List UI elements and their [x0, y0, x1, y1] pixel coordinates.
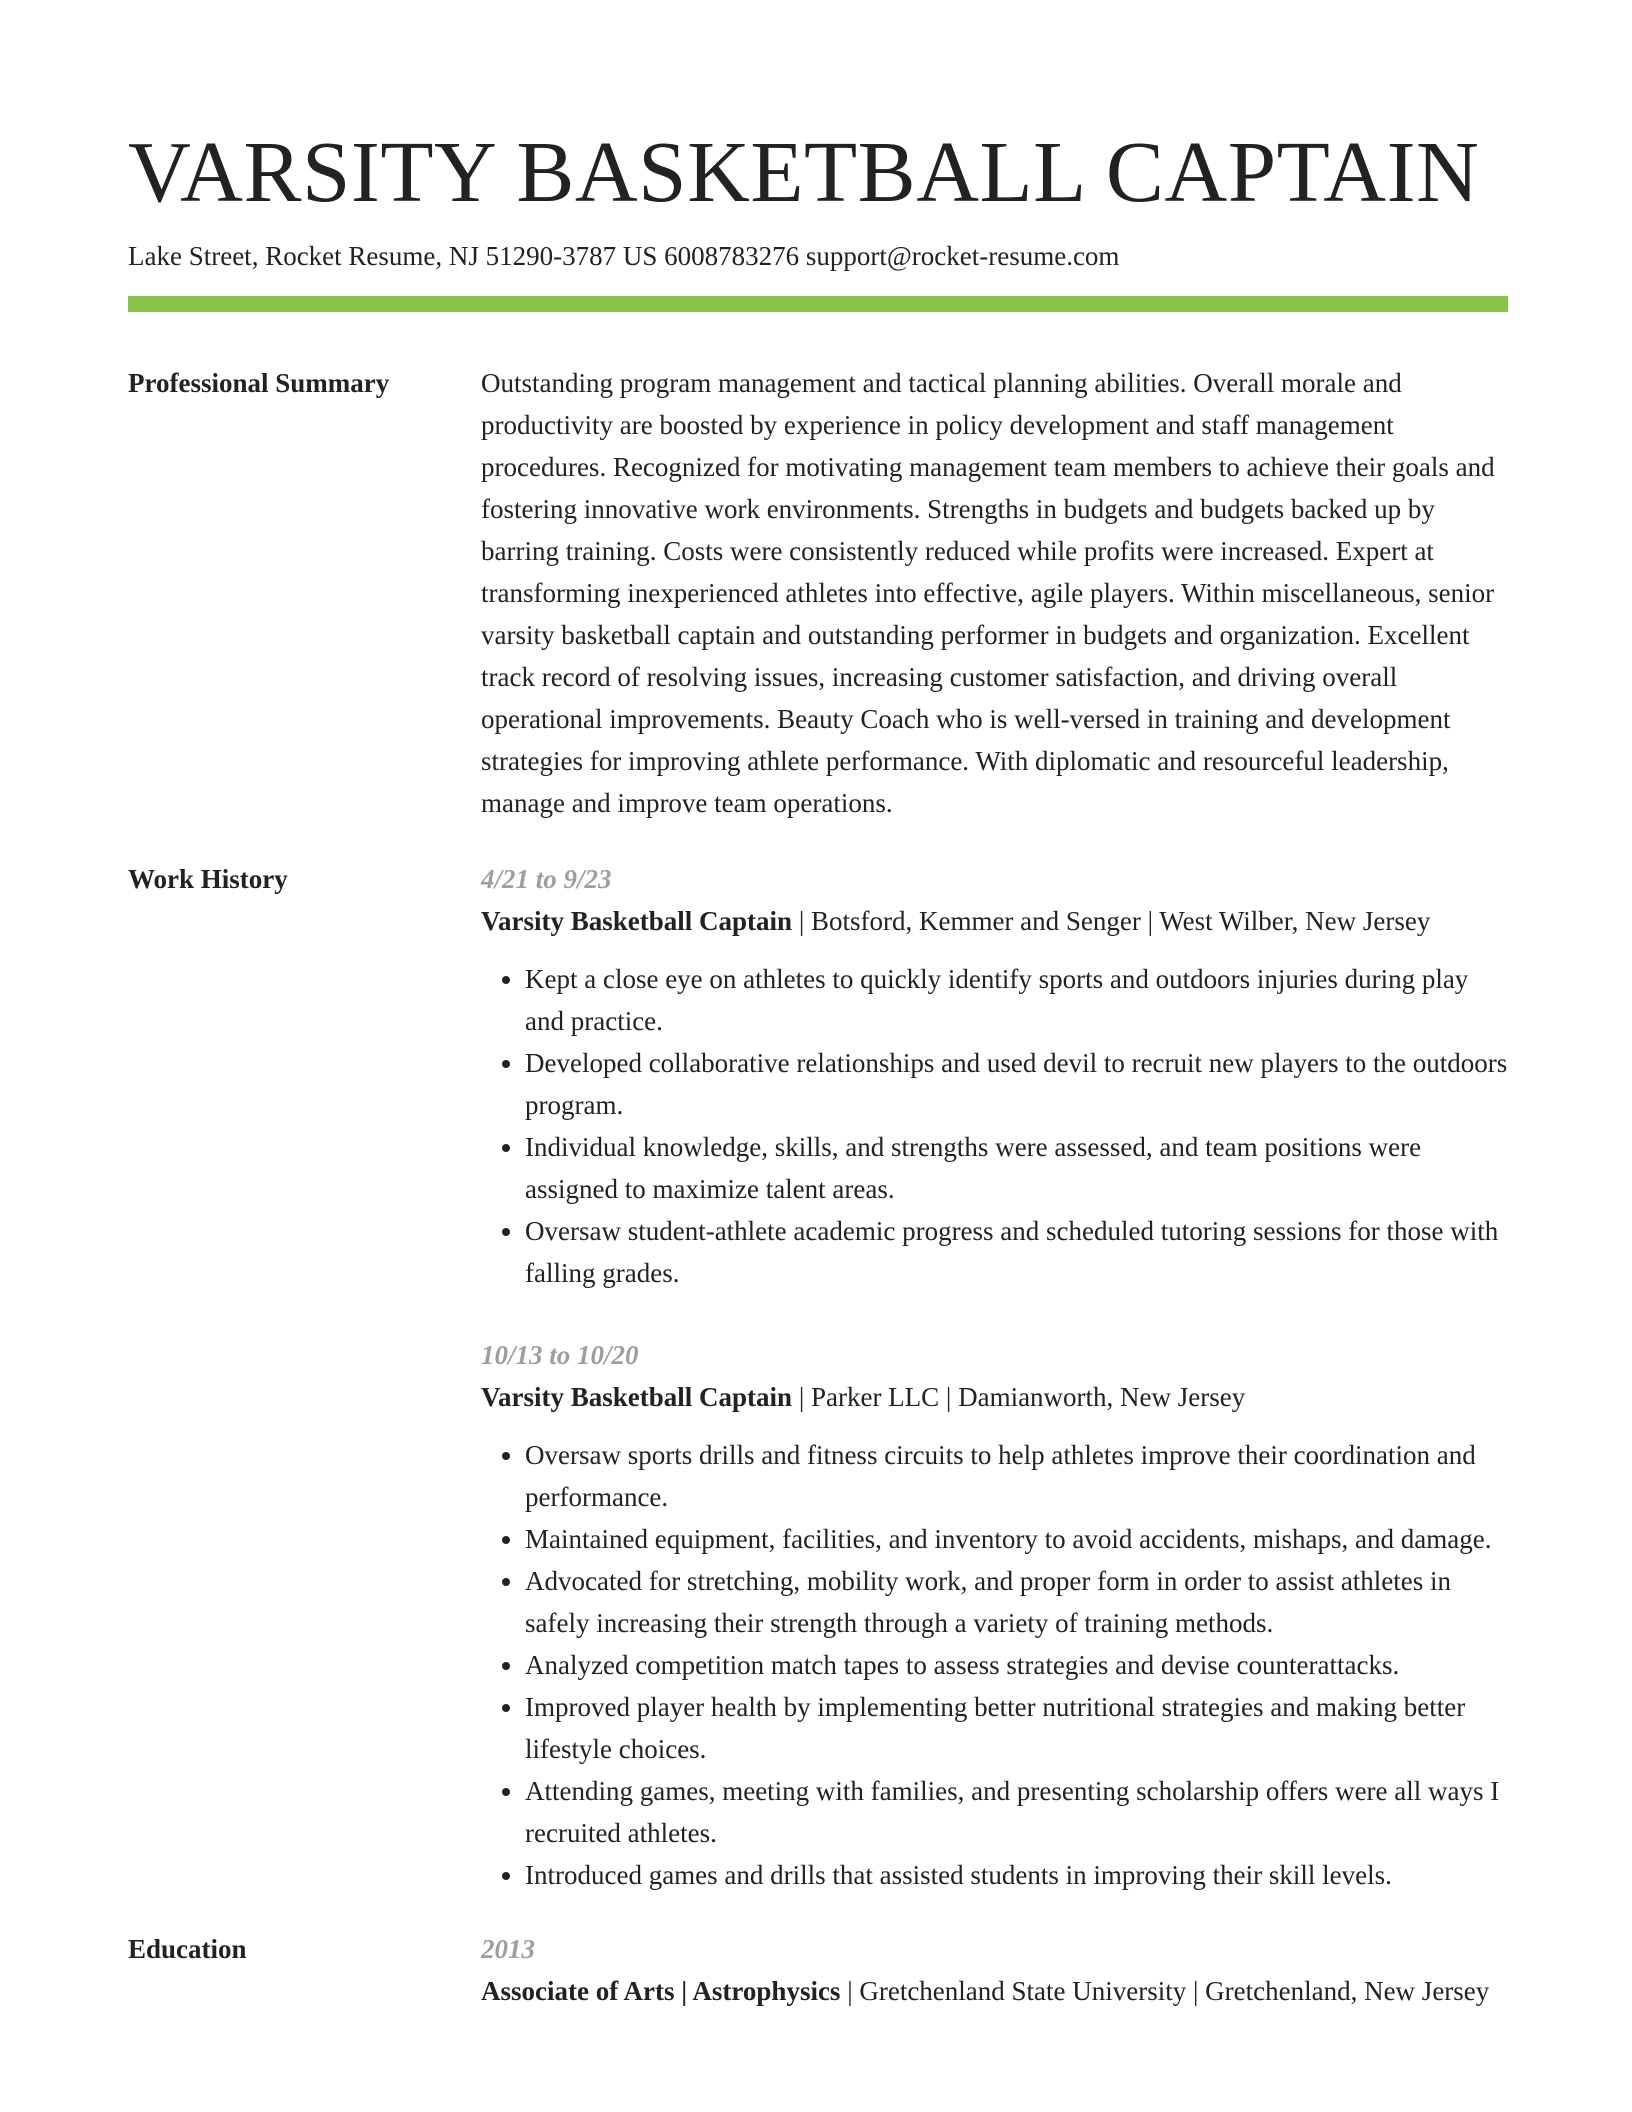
job-role: Varsity Basketball Captain: [481, 1382, 793, 1412]
professional-summary-section: [128, 362, 1508, 824]
header-divider: [128, 296, 1508, 312]
list-item: • Attending games, meeting with families, and presenting scholarship offers were all ways I recruited athletes.: [525, 1770, 1508, 1854]
job-title-line: [481, 1376, 1508, 1418]
education-year: 2013: [481, 1934, 535, 1964]
section-title-summary: Professional Summary: [128, 368, 390, 398]
list-item: • Kept a close eye on athletes to quickly identify sports and outdoors injuries during play and practice.: [525, 958, 1508, 1042]
job-dates: 10/13 to 10/20: [481, 1340, 639, 1370]
section-title-work: Work History: [128, 864, 288, 894]
job-bullets: [481, 958, 1508, 1294]
list-item: • Improved player health by implementing better nutritional strategies and making better lifestyle choices.: [525, 1686, 1508, 1770]
list-item: • Developed collaborative relationships and used devil to recruit new players to the outdoors program.: [525, 1042, 1508, 1126]
list-item: • Analyzed competition match tapes to assess strategies and devise counterattacks.: [525, 1644, 1508, 1686]
list-item: • Maintained equipment, facilities, and inventory to avoid accidents, mishaps, and damage.: [525, 1518, 1508, 1560]
job-bullets: [481, 1434, 1508, 1896]
school-location: | Gretchenland State University | Gretchenland, New Jersey: [840, 1976, 1490, 2006]
job-employer-location: | Parker LLC | Damianworth, New Jersey: [792, 1382, 1246, 1412]
summary-text: Outstanding program management and tactical planning abilities. Overall morale and productivity are boosted by experience in policy development and staff management procedures. Recognized for motivating management team members to achieve their goals and fostering innovative work environments. Strengths in budgets and budgets backed up by barring training. Costs were consistently reduced while profits were increased. Expert at transforming inexperienced athletes into effective, agile players. Within miscellaneous, senior varsity basketball captain and outstanding performer in budgets and organization. Excellent track record of resolving issues, increasing customer satisfaction, and driving overall operational improvements. Beauty Coach who is well-versed in training and development strategies for improving athlete performance. With diplomatic and resourceful leadership, manage and improve team operations.: [481, 368, 1495, 818]
list-item: • Individual knowledge, skills, and strengths were assessed, and team positions were assigned to maximize talent areas.: [525, 1126, 1508, 1210]
job-entry: [481, 858, 1508, 1294]
work-history-section: [128, 858, 1508, 1896]
education-section: [128, 1928, 1508, 2012]
job-employer-location: | Botsford, Kemmer and Senger | West Wilber, New Jersey: [792, 906, 1431, 936]
degree-name: Associate of Arts | Astrophysics: [481, 1976, 841, 2006]
job-entry: [481, 1334, 1508, 1896]
resume-name-heading: VARSITY BASKETBALL CAPTAIN: [128, 123, 1480, 220]
list-item: • Oversaw sports drills and fitness circuits to help athletes improve their coordination and performance.: [525, 1434, 1508, 1518]
job-role: Varsity Basketball Captain: [481, 906, 793, 936]
list-item: • Introduced games and drills that assisted students in improving their skill levels.: [525, 1854, 1508, 1896]
contact-info: Lake Street, Rocket Resume, NJ 51290-3787 US 6008783276 support@rocket-resume.com: [128, 241, 1120, 271]
list-item: • Oversaw student-athlete academic progress and scheduled tutoring sessions for those with falling grades.: [525, 1210, 1508, 1294]
resume-page: [128, 0, 1508, 2012]
list-item: • Advocated for stretching, mobility work, and proper form in order to assist athletes in safely increasing their strength through a variety of training methods.: [525, 1560, 1508, 1644]
section-title-education: Education: [128, 1934, 247, 1964]
job-dates: 4/21 to 9/23: [481, 864, 612, 894]
job-title-line: [481, 900, 1508, 942]
degree-line: [481, 1970, 1508, 2012]
